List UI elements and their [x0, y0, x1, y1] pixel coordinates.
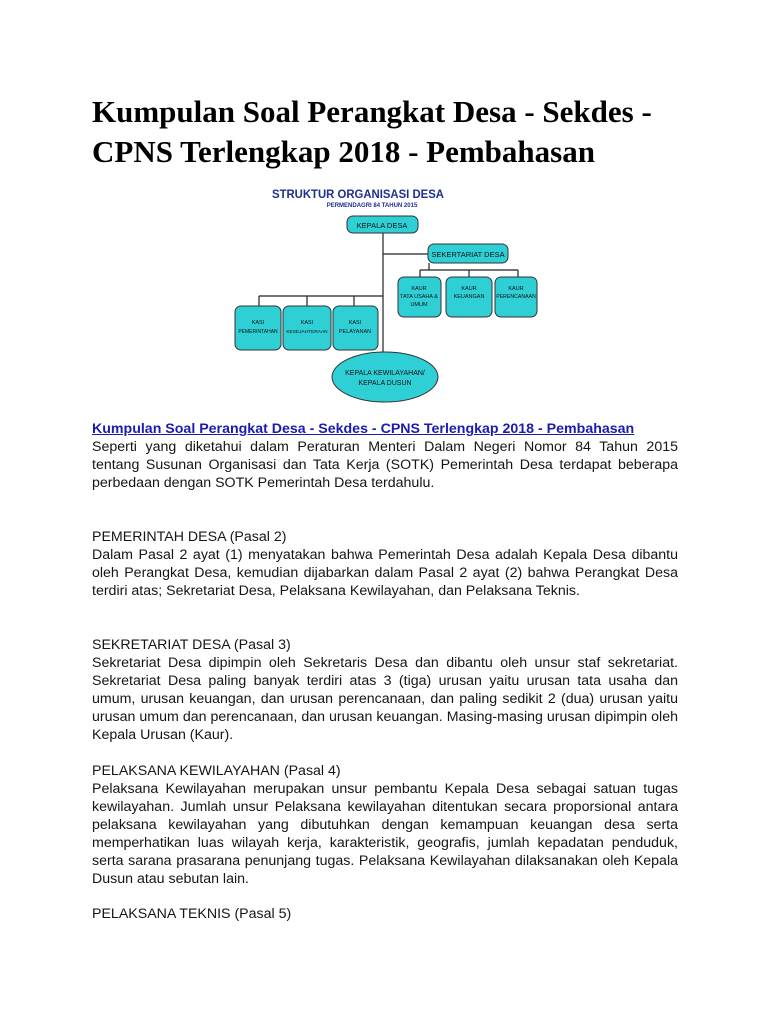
- kasi-pelayanan-box: [333, 306, 378, 350]
- section-heading-sekretariat-desa: SEKRETARIAT DESA (Pasal 3): [92, 637, 291, 653]
- sekretariat-box: [428, 244, 508, 263]
- kaur-keu-line1: KAUR: [461, 286, 477, 292]
- kaur-tu-line2: TATA USAHA &: [400, 294, 438, 300]
- kaur-tu-line1: KAUR: [411, 286, 427, 292]
- kaur-per-line2: PERENCANAAN: [496, 294, 536, 300]
- org-chart-diagram: [232, 182, 538, 404]
- kaur-keuangan-box: [446, 277, 492, 317]
- kasi-kesejahteraan-box: [283, 306, 331, 350]
- kasi-pel-line2: PELAYANAN: [338, 329, 372, 335]
- section-text-pemerintah-desa: Dalam Pasal 2 ayat (1) menyatakan bahwa Pemerintah Desa adalah Kepala Desa dibantu oleh Perangkat Desa, kemudian dijabarkan dalam Pasal 2 ayat (2) bahwa Perangkat Desa terdiri atas; Sekretariat Desa, Pelaksana Kewilayahan, dan Pelaksana Teknis.: [92, 547, 678, 599]
- kewilayahan-line2: KEPALA DUSUN: [358, 380, 412, 387]
- sekretariat-label: SEKERTARIAT DESA: [431, 250, 505, 259]
- intro-paragraph: Seperti yang diketahui dalam Peraturan Menteri Dalam Negeri Nomor 84 Tahun 2015 tentang Susunan Organisasi dan Tata Kerja (SOTK) Pemerintah Desa terdapat beberapa perbedaan dengan SOTK Pemerintah Desa terdahulu.: [92, 439, 678, 491]
- kewilayahan-line1: KEPALA KEWILAYAHAN/: [345, 370, 425, 377]
- article-link[interactable]: Kumpulan Soal Perangkat Desa - Sekdes - CPNS Terlengkap 2018 - Pembahasan: [92, 421, 635, 437]
- diagram-subtitle: PERMENDAGRI 84 TAHUN 2015: [326, 203, 418, 209]
- kaur-per-line1: KAUR: [508, 286, 524, 292]
- kaur-keu-line2: KEUANGAN: [453, 294, 485, 300]
- kasi-pemerintahan-box: [235, 306, 281, 350]
- kasi-pem-line1: KASI: [251, 320, 265, 326]
- kepala-desa-box: [347, 216, 418, 233]
- section-text-pelaksana-kewilayahan: Pelaksana Kewilayahan merupakan unsur pembantu Kepala Desa sebagai satuan tugas kewilayahan. Jumlah unsur Pelaksana kewilayahan ditentukan secara proporsional antara pelaksana kewilayahan yang dibutuhkan dengan kemampuan keuangan desa serta memperhatikan luas wilayah kerja, karakteristik, geografis, jumlah kepadatan penduduk, serta sarana prasarana penunjang tugas. Pelaksana Kewilayahan dilaksanakan oleh Kepala Dusun atau sebutan lain.: [92, 781, 678, 887]
- diagram-title: STRUKTUR ORGANISASI DESA: [272, 189, 444, 201]
- kasi-pem-line2: PEMERINTAHAN: [238, 329, 278, 335]
- section-heading-pelaksana-teknis: PELAKSANA TEKNIS (Pasal 5): [92, 906, 292, 922]
- kasi-kes-line1: KASI: [300, 320, 314, 326]
- page-title: Kumpulan Soal Perangkat Desa - Sekdes - CPNS Terlengkap 2018 - Pembahasan: [92, 94, 652, 169]
- kaur-tu-line3: UMUM: [410, 302, 428, 308]
- section-heading-pelaksana-kewilayahan: PELAKSANA KEWILAYAHAN (Pasal 4): [92, 763, 341, 779]
- section-text-sekretariat-desa: Sekretariat Desa dipimpin oleh Sekretaris Desa dan dibantu oleh unsur staf sekretariat. Sekretariat Desa paling banyak terdiri atas 3 (tiga) urusan yaitu urusan tata usaha dan umum, urusan keuangan, dan urusan perencanaan, dan paling sedikit 2 (dua) urusan yaitu urusan umum dan perencanaan, dan urusan keuangan. Masing-masing urusan dipimpin oleh Kepala Urusan (Kaur).: [92, 655, 678, 743]
- kasi-kes-line2: KESEJAHTERAAN: [286, 330, 328, 335]
- kepala-kewilayahan-ellipse: [332, 352, 438, 402]
- kepala-desa-label: KEPALA DESA: [356, 221, 408, 230]
- kaur-tata-usaha-box: [398, 277, 441, 317]
- section-heading-pemerintah-desa: PEMERINTAH DESA (Pasal 2): [92, 529, 287, 545]
- kaur-perencanaan-box: [495, 277, 537, 317]
- kasi-pel-line1: KASI: [348, 320, 362, 326]
